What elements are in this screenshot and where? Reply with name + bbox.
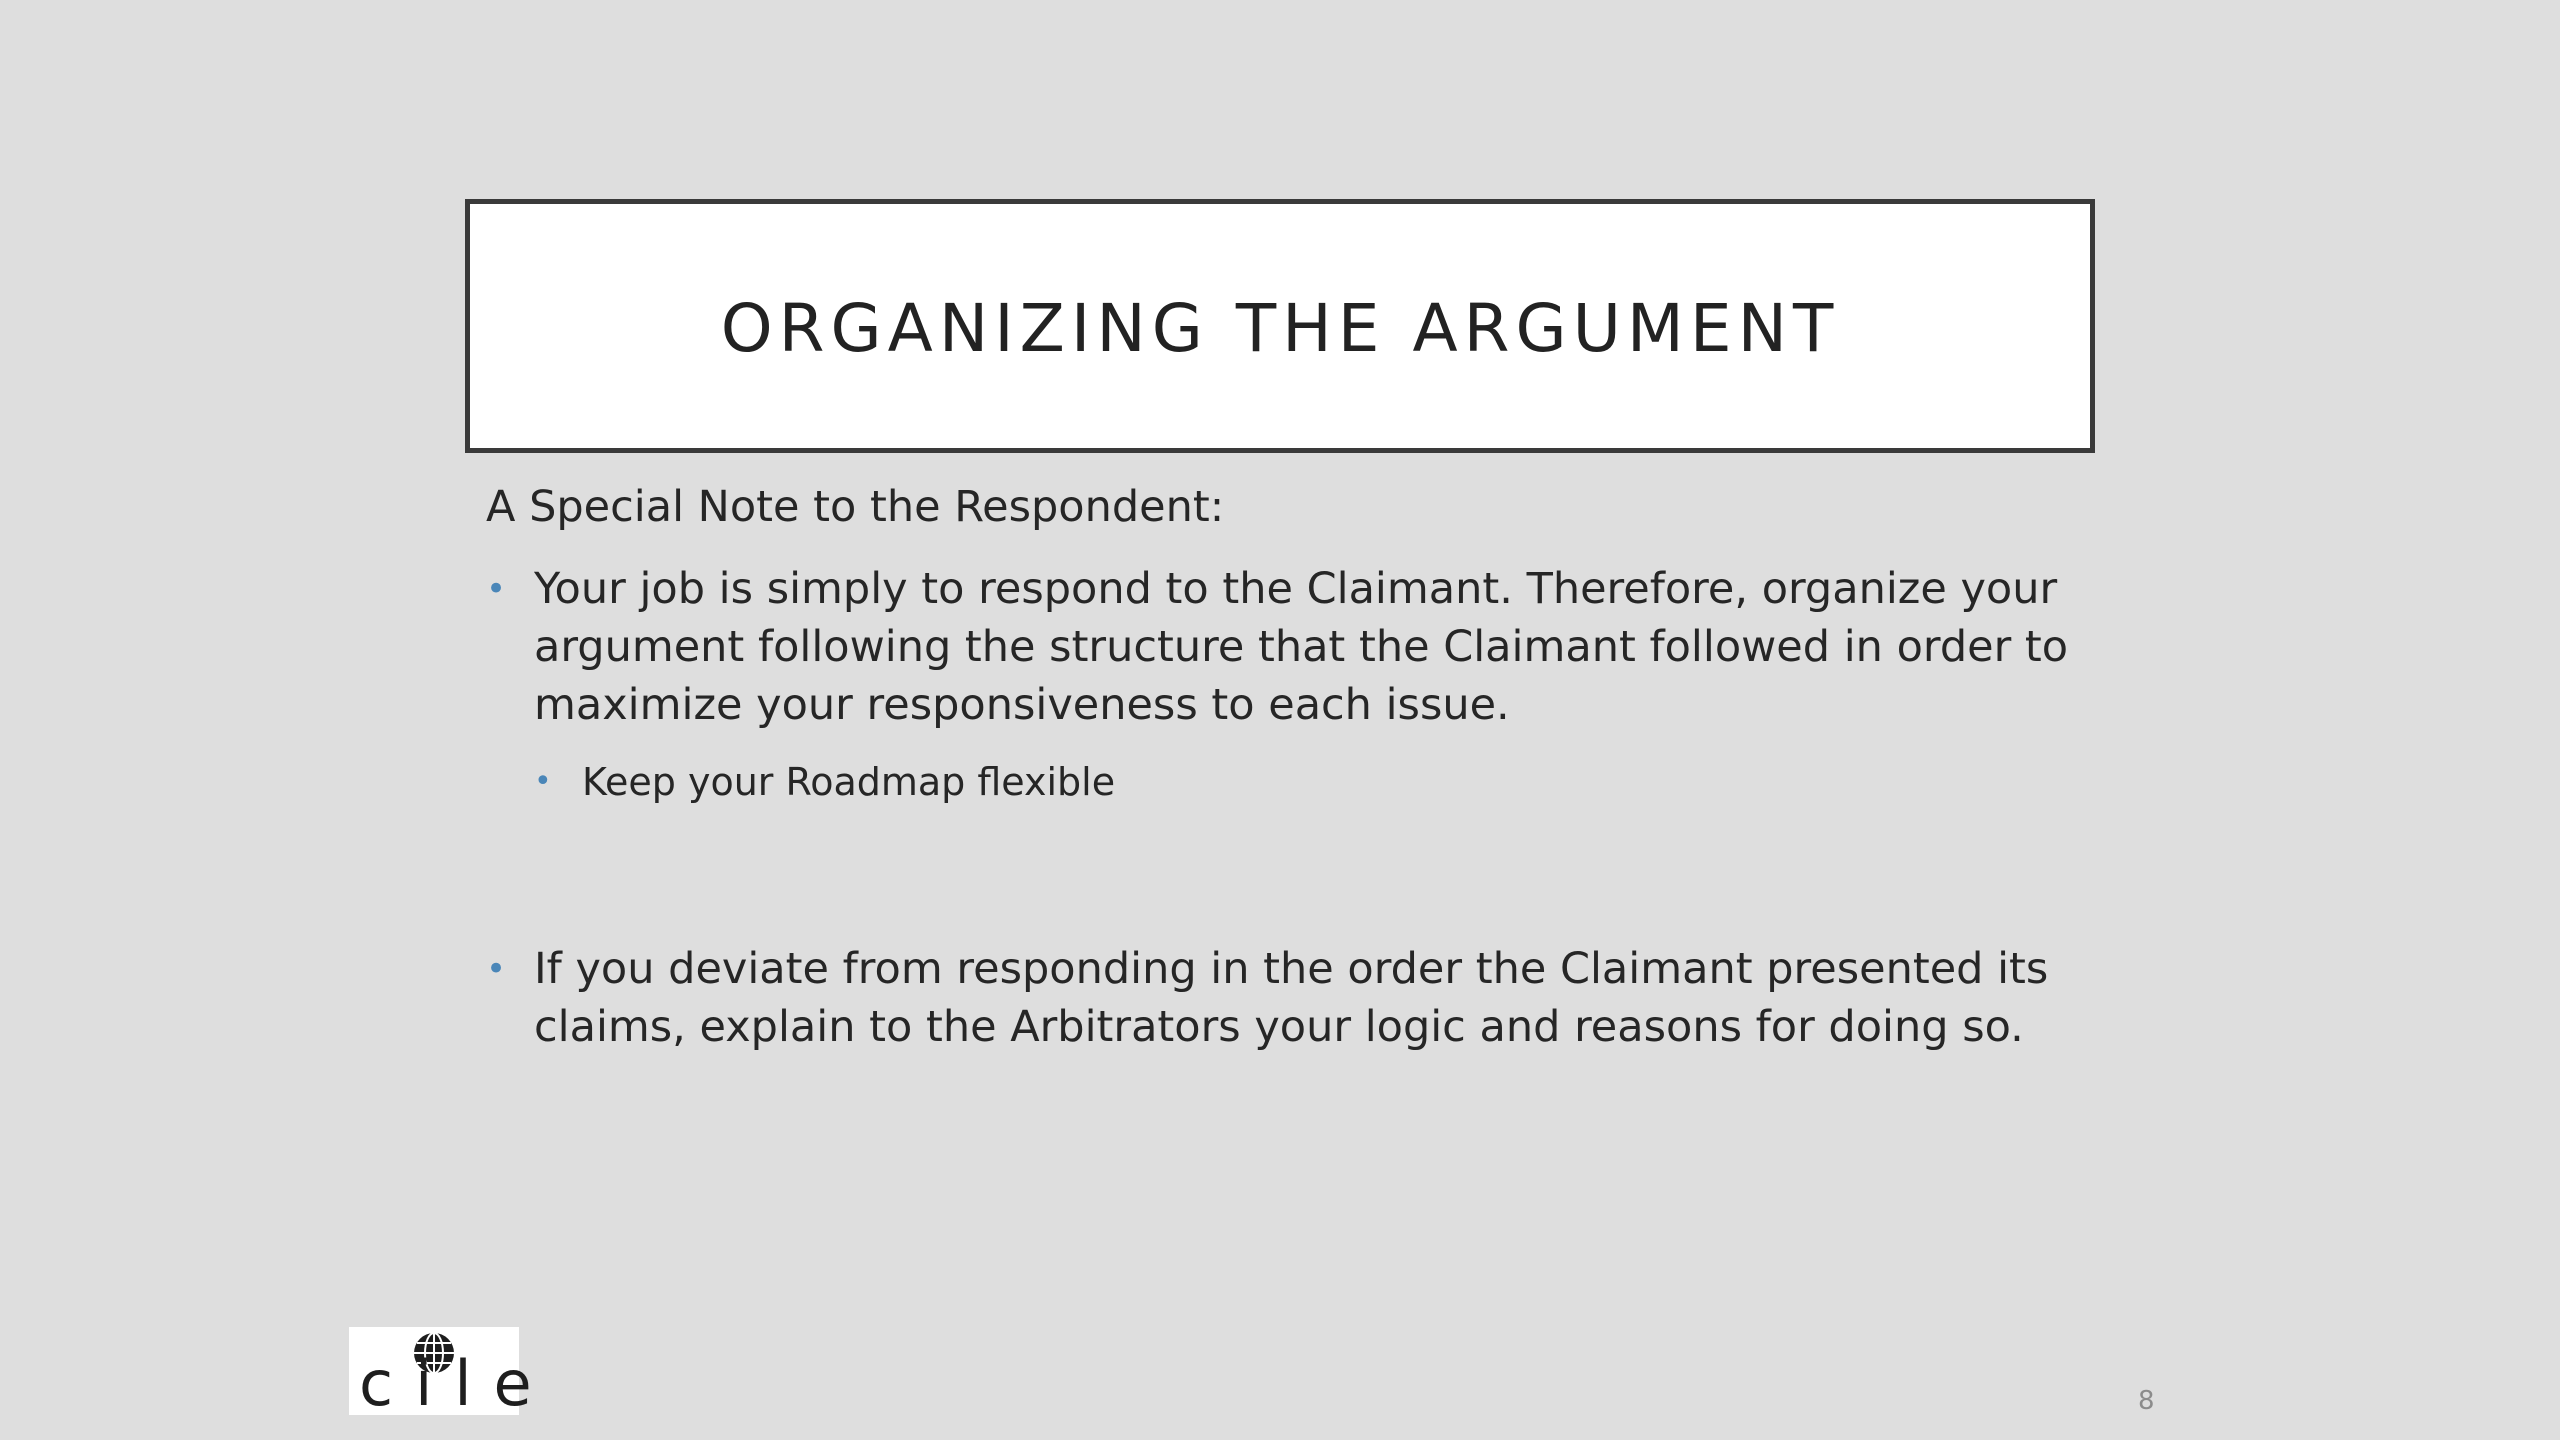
page-number: 8 <box>2138 1386 2155 1416</box>
cile-logo <box>349 1327 554 1420</box>
slide-title-box <box>465 199 2095 453</box>
bullet-dot-icon: • <box>486 949 507 989</box>
slide-body <box>486 478 2146 1056</box>
bullet-text: Your job is simply to respond to the Claimant. Therefore, organize your argument following the structure that the Claimant followed in order to maximize your responsiveness to each issue. <box>534 564 2069 730</box>
bullet-dot-icon: • <box>486 569 507 609</box>
bullet-item <box>486 940 2146 1056</box>
logo-text: cile <box>359 1347 554 1420</box>
sub-bullet-item <box>486 756 2146 808</box>
slide-title: ORGANIZING THE ARGUMENT <box>720 289 1840 367</box>
bullet-dot-icon: • <box>534 764 552 799</box>
sub-bullet-text: Keep your Roadmap flexible <box>582 760 1116 804</box>
intro-text: A Special Note to the Respondent: <box>486 482 1225 532</box>
bullet-text: If you deviate from responding in the order the Claimant presented its claims, explain to the Arbitrators your logic and reasons for doing so. <box>534 944 2049 1052</box>
bullet-item <box>486 560 2146 734</box>
